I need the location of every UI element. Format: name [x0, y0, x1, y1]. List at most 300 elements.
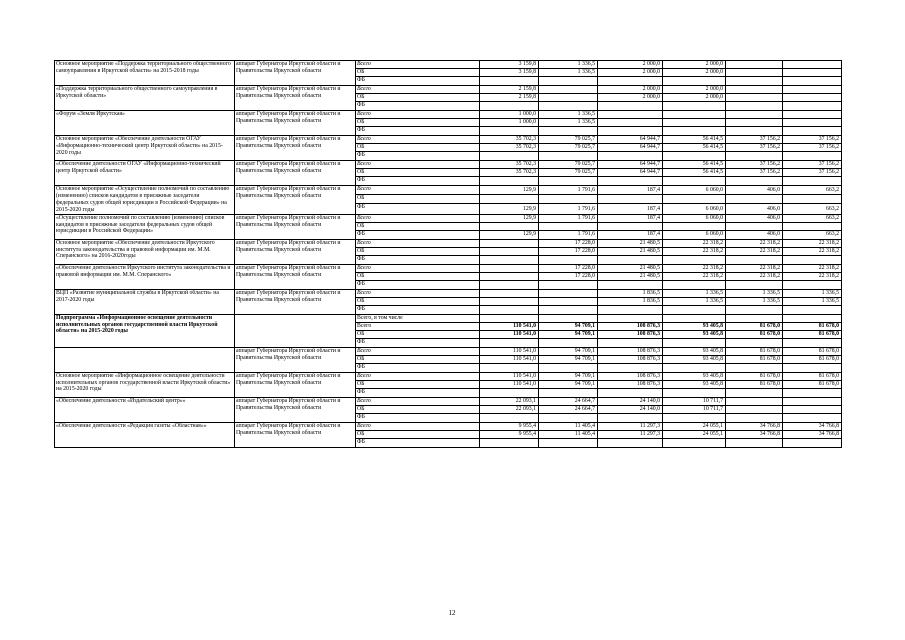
funding-source-cell: ОБ	[356, 169, 480, 177]
funding-source-cell: ФБ	[356, 280, 480, 289]
funding-source-cell: ОБ	[356, 222, 480, 230]
amount-cell: 129,9	[480, 186, 539, 195]
amount-cell	[539, 363, 598, 372]
amount-cell	[539, 438, 598, 447]
amount-cell: 56 414,5	[663, 161, 726, 169]
amount-cell	[783, 61, 842, 69]
funding-source-cell: ФБ	[356, 177, 480, 186]
amount-cell: 1 836,5	[598, 289, 663, 297]
amount-cell	[539, 297, 598, 305]
amount-cell: 24 140,0	[598, 397, 663, 405]
amount-cell: 37 156,2	[783, 136, 842, 144]
amount-cell: 34 766,8	[726, 430, 783, 438]
amount-cell: 2 159,8	[480, 94, 539, 102]
amount-cell	[539, 177, 598, 186]
funding-source-cell: ОБ	[356, 272, 480, 280]
executor-cell: аппарат Губернатора Иркутской области и Правительства Иркутской области	[235, 422, 356, 447]
amount-cell: 406,0	[726, 186, 783, 195]
executor-cell: аппарат Губернатора Иркутской области и Правительства Иркутской области	[235, 397, 356, 422]
page-number: 12	[448, 609, 456, 617]
table-row	[55, 61, 842, 69]
amount-cell	[598, 119, 663, 127]
funding-source-cell: ФБ	[356, 255, 480, 264]
amount-cell: 17 228,0	[539, 239, 598, 247]
executor-cell: аппарат Губернатора Иркутской области и Правительства Иркутской области	[235, 161, 356, 186]
funding-source-cell: Всего	[356, 186, 480, 195]
amount-cell: 81 678,0	[783, 347, 842, 355]
amount-cell: 1 336,5	[539, 69, 598, 77]
funding-source-cell: ОБ	[356, 355, 480, 363]
funding-source-cell: Всего	[356, 214, 480, 222]
funding-source-cell: Всего	[356, 161, 480, 169]
amount-cell: 187,4	[598, 186, 663, 195]
amount-cell: 1 791,6	[539, 214, 598, 222]
amount-cell	[783, 314, 842, 322]
program-name-cell: ВЦП «Развитие муниципальной службы в Иркутской области» на 2017-2020 годы	[55, 289, 235, 314]
amount-cell	[480, 438, 539, 447]
amount-cell: 37 156,2	[783, 144, 842, 152]
amount-cell: 22 318,2	[663, 264, 726, 272]
amount-cell	[598, 413, 663, 422]
funding-source-cell: Всего	[356, 264, 480, 272]
amount-cell: 24 055,1	[663, 430, 726, 438]
amount-cell: 93 405,8	[663, 322, 726, 330]
amount-cell: 187,4	[598, 204, 663, 214]
amount-cell: 2 159,8	[480, 86, 539, 94]
amount-cell: 94 709,1	[539, 347, 598, 355]
amount-cell: 93 405,8	[663, 330, 726, 338]
amount-cell: 64 944,7	[598, 161, 663, 169]
funding-source-cell: Всего	[356, 111, 480, 119]
amount-cell: 94 709,1	[539, 322, 598, 330]
table-row	[55, 186, 842, 195]
amount-cell: 110 541,0	[480, 330, 539, 338]
amount-cell: 94 709,1	[539, 380, 598, 388]
amount-cell: 17 228,0	[539, 272, 598, 280]
amount-cell	[663, 363, 726, 372]
amount-cell	[539, 280, 598, 289]
amount-cell	[726, 314, 783, 322]
table-row	[55, 397, 842, 405]
amount-cell: 81 678,0	[783, 380, 842, 388]
amount-cell: 187,4	[598, 230, 663, 239]
amount-cell: 110 541,0	[480, 355, 539, 363]
program-name-cell: «Осуществление полномочий по составлению (изменению) списков кандидатов в присяжные заседатели федеральных судов общей юрисдикции в Российской Федерации»	[55, 214, 235, 239]
amount-cell: 35 702,3	[480, 169, 539, 177]
amount-cell	[480, 152, 539, 161]
amount-cell: 187,4	[598, 214, 663, 222]
amount-cell	[480, 363, 539, 372]
amount-cell	[663, 338, 726, 347]
amount-cell	[480, 77, 539, 86]
amount-cell: 406,0	[726, 230, 783, 239]
executor-cell: аппарат Губернатора Иркутской области и Правительства Иркутской области	[235, 111, 356, 136]
funding-source-cell: ФБ	[356, 305, 480, 314]
amount-cell	[663, 111, 726, 119]
amount-cell	[598, 363, 663, 372]
amount-cell: 2 000,0	[663, 69, 726, 77]
executor-cell: аппарат Губернатора Иркутской области и Правительства Иркутской области	[235, 214, 356, 239]
amount-cell: 6 060,0	[663, 186, 726, 195]
amount-cell: 11 297,3	[598, 422, 663, 430]
amount-cell	[598, 388, 663, 397]
amount-cell: 1 000,0	[480, 111, 539, 119]
amount-cell	[480, 127, 539, 136]
amount-cell: 37 156,2	[726, 136, 783, 144]
funding-source-cell: ФБ	[356, 102, 480, 111]
amount-cell	[783, 152, 842, 161]
budget-table-sheet	[54, 60, 841, 448]
amount-cell: 1 336,5	[783, 289, 842, 297]
amount-cell: 406,0	[726, 214, 783, 222]
program-name-cell: «Поддержка территориального общественного самоуправления в Иркутской области»	[55, 86, 235, 111]
amount-cell	[726, 222, 783, 230]
amount-cell	[726, 388, 783, 397]
amount-cell	[726, 405, 783, 413]
amount-cell	[480, 297, 539, 305]
program-name-cell: «Форум «Земля Иркутская»	[55, 111, 235, 136]
table-row	[55, 136, 842, 144]
amount-cell	[663, 314, 726, 322]
amount-cell	[726, 195, 783, 204]
amount-cell	[783, 195, 842, 204]
program-name-cell: «Обеспечение деятельности «Издательский центр»»	[55, 397, 235, 422]
table-row	[55, 86, 842, 94]
executor-cell: аппарат Губернатора Иркутской области и Правительства Иркутской области	[235, 136, 356, 161]
amount-cell	[480, 177, 539, 186]
executor-cell: аппарат Губернатора Иркутской области и Правительства Иркутской области	[235, 186, 356, 215]
amount-cell: 37 156,2	[783, 169, 842, 177]
funding-source-cell: Всего	[356, 347, 480, 355]
funding-source-cell: Всего, в том числе	[356, 314, 480, 322]
table-row	[55, 264, 842, 272]
funding-source-cell: Всего	[356, 61, 480, 69]
amount-cell: 56 414,5	[663, 136, 726, 144]
funding-source-cell: ФБ	[356, 204, 480, 214]
amount-cell	[726, 127, 783, 136]
amount-cell	[539, 77, 598, 86]
amount-cell	[480, 314, 539, 322]
funding-source-cell: Всего	[356, 289, 480, 297]
amount-cell: 9 955,4	[480, 430, 539, 438]
amount-cell: 17 228,0	[539, 264, 598, 272]
amount-cell: 81 678,0	[726, 322, 783, 330]
amount-cell	[726, 119, 783, 127]
funding-source-cell: ОБ	[356, 297, 480, 305]
amount-cell: 11 405,4	[539, 430, 598, 438]
amount-cell: 1 836,5	[598, 297, 663, 305]
amount-cell	[663, 195, 726, 204]
program-name-cell	[55, 347, 235, 372]
amount-cell: 2 000,0	[598, 69, 663, 77]
amount-cell: 2 000,0	[663, 61, 726, 69]
amount-cell	[783, 438, 842, 447]
amount-cell	[663, 177, 726, 186]
amount-cell: 81 678,0	[726, 380, 783, 388]
amount-cell: 93 405,8	[663, 380, 726, 388]
amount-cell: 79 025,7	[539, 169, 598, 177]
amount-cell: 1 336,5	[539, 61, 598, 69]
amount-cell: 129,9	[480, 204, 539, 214]
amount-cell	[726, 338, 783, 347]
amount-cell: 79 025,7	[539, 161, 598, 169]
amount-cell: 22 318,2	[726, 264, 783, 272]
amount-cell	[663, 388, 726, 397]
program-name-cell: «Обеспечение деятельности Иркутского института законодательства и правовой информации им. М.М. Сперанского»	[55, 264, 235, 289]
amount-cell: 22 318,2	[726, 239, 783, 247]
amount-cell: 2 000,0	[598, 94, 663, 102]
amount-cell: 108 876,3	[598, 330, 663, 338]
funding-source-cell: Всего	[356, 422, 480, 430]
amount-cell: 11 297,3	[598, 430, 663, 438]
amount-cell: 22 318,2	[783, 272, 842, 280]
amount-cell	[783, 69, 842, 77]
amount-cell: 93 405,8	[663, 372, 726, 380]
amount-cell	[598, 77, 663, 86]
amount-cell: 129,9	[480, 214, 539, 222]
amount-cell: 663,2	[783, 214, 842, 222]
table-row	[55, 347, 842, 355]
amount-cell: 64 944,7	[598, 169, 663, 177]
funding-source-cell: Всего	[356, 397, 480, 405]
amount-cell	[480, 388, 539, 397]
funding-source-cell: ОБ	[356, 195, 480, 204]
amount-cell: 1 791,6	[539, 186, 598, 195]
amount-cell: 56 414,5	[663, 169, 726, 177]
amount-cell	[726, 111, 783, 119]
amount-cell	[539, 289, 598, 297]
amount-cell	[663, 305, 726, 314]
amount-cell: 37 156,2	[783, 161, 842, 169]
funding-source-cell: ОБ	[356, 144, 480, 152]
amount-cell	[726, 61, 783, 69]
amount-cell	[480, 413, 539, 422]
amount-cell: 10 711,7	[663, 405, 726, 413]
amount-cell	[539, 127, 598, 136]
amount-cell	[726, 177, 783, 186]
amount-cell: 64 944,7	[598, 136, 663, 144]
amount-cell: 35 702,3	[480, 161, 539, 169]
amount-cell: 64 944,7	[598, 144, 663, 152]
amount-cell	[598, 111, 663, 119]
amount-cell	[663, 119, 726, 127]
funding-source-cell: ОБ	[356, 405, 480, 413]
amount-cell	[726, 86, 783, 94]
amount-cell: 17 228,0	[539, 247, 598, 255]
amount-cell	[539, 152, 598, 161]
amount-cell	[783, 255, 842, 264]
funding-source-cell: ОБ	[356, 69, 480, 77]
amount-cell: 108 876,3	[598, 372, 663, 380]
funding-source-cell: ОБ	[356, 430, 480, 438]
amount-cell: 79 025,7	[539, 136, 598, 144]
funding-source-cell: ОБ	[356, 380, 480, 388]
amount-cell	[598, 280, 663, 289]
amount-cell: 110 541,0	[480, 322, 539, 330]
amount-cell	[783, 397, 842, 405]
amount-cell: 22 318,2	[783, 239, 842, 247]
amount-cell	[539, 388, 598, 397]
amount-cell	[783, 111, 842, 119]
program-name-cell: Основное мероприятие «Поддержка территориального общественного самоуправления в Иркутской области» на 2015-2018 годы	[55, 61, 235, 86]
table-row	[55, 214, 842, 222]
amount-cell: 81 678,0	[783, 355, 842, 363]
amount-cell	[726, 152, 783, 161]
amount-cell: 22 318,2	[783, 264, 842, 272]
executor-cell: аппарат Губернатора Иркутской области и Правительства Иркутской области	[235, 347, 356, 372]
amount-cell: 663,2	[783, 204, 842, 214]
program-name-cell: Основное мероприятие «Информационное освещение деятельности исполнительных органов государственной власти Иркутской области» на 2015-2020 годы	[55, 372, 235, 397]
amount-cell	[783, 86, 842, 94]
table-row	[55, 111, 842, 119]
funding-source-cell: ФБ	[356, 438, 480, 447]
amount-cell: 406,0	[726, 204, 783, 214]
amount-cell	[480, 305, 539, 314]
amount-cell	[663, 280, 726, 289]
amount-cell	[663, 152, 726, 161]
amount-cell	[783, 94, 842, 102]
amount-cell: 24 140,0	[598, 405, 663, 413]
funding-source-cell: ФБ	[356, 127, 480, 136]
amount-cell: 3 159,8	[480, 69, 539, 77]
program-name-cell: Основное мероприятие «Обеспечение деятельности ОГАУ «Информационно-технический центр Иркутской области» на 2015-2020 годы	[55, 136, 235, 161]
amount-cell	[783, 338, 842, 347]
amount-cell	[663, 438, 726, 447]
amount-cell: 22 318,2	[663, 247, 726, 255]
executor-cell: аппарат Губернатора Иркутской области и Правительства Иркутской области	[235, 289, 356, 314]
amount-cell	[663, 222, 726, 230]
amount-cell: 108 876,3	[598, 380, 663, 388]
amount-cell: 81 678,0	[726, 355, 783, 363]
amount-cell	[726, 280, 783, 289]
executor-cell: аппарат Губернатора Иркутской области и Правительства Иркутской области	[235, 61, 356, 86]
amount-cell: 21 480,5	[598, 272, 663, 280]
table-row	[55, 289, 842, 297]
amount-cell	[726, 363, 783, 372]
amount-cell: 663,2	[783, 230, 842, 239]
amount-cell: 24 055,1	[663, 422, 726, 430]
amount-cell	[598, 152, 663, 161]
amount-cell: 22 318,2	[726, 272, 783, 280]
table-row	[55, 161, 842, 169]
amount-cell	[539, 314, 598, 322]
executor-cell: аппарат Губернатора Иркутской области и Правительства Иркутской области	[235, 372, 356, 397]
amount-cell: 34 766,8	[783, 430, 842, 438]
amount-cell	[480, 272, 539, 280]
amount-cell: 81 678,0	[783, 322, 842, 330]
amount-cell: 108 876,3	[598, 347, 663, 355]
amount-cell: 22 318,2	[663, 272, 726, 280]
amount-cell	[598, 338, 663, 347]
amount-cell: 81 678,0	[726, 372, 783, 380]
amount-cell: 1 336,5	[726, 297, 783, 305]
amount-cell: 22 318,2	[663, 239, 726, 247]
funding-source-cell: Всего	[356, 372, 480, 380]
amount-cell: 22 318,2	[783, 247, 842, 255]
amount-cell	[539, 413, 598, 422]
funding-source-cell: Всего	[356, 136, 480, 144]
executor-cell: аппарат Губернатора Иркутской области и Правительства Иркутской области	[235, 86, 356, 111]
amount-cell	[663, 127, 726, 136]
amount-cell: 1 336,5	[539, 111, 598, 119]
amount-cell	[598, 438, 663, 447]
amount-cell	[726, 77, 783, 86]
amount-cell	[480, 195, 539, 204]
amount-cell: 94 709,1	[539, 355, 598, 363]
amount-cell: 94 709,1	[539, 372, 598, 380]
amount-cell: 3 159,8	[480, 61, 539, 69]
amount-cell: 1 336,5	[663, 297, 726, 305]
amount-cell	[598, 195, 663, 204]
amount-cell: 1 336,5	[663, 289, 726, 297]
executor-cell	[235, 314, 356, 347]
amount-cell	[783, 127, 842, 136]
amount-cell: 110 541,0	[480, 372, 539, 380]
funding-source-cell: ФБ	[356, 413, 480, 422]
amount-cell	[783, 388, 842, 397]
amount-cell: 34 766,8	[783, 422, 842, 430]
amount-cell	[783, 413, 842, 422]
amount-cell	[480, 264, 539, 272]
table-row	[55, 239, 842, 247]
executor-cell: аппарат Губернатора Иркутской области и Правительства Иркутской области	[235, 239, 356, 264]
program-name-cell: Подпрограмма «Информационное освещение деятельности исполнительных органов государственной власти Иркутской области» на 2015-2020 годы	[55, 314, 235, 347]
amount-cell: 81 678,0	[783, 372, 842, 380]
amount-cell: 21 480,5	[598, 239, 663, 247]
amount-cell: 21 480,5	[598, 247, 663, 255]
amount-cell	[663, 77, 726, 86]
amount-cell: 34 766,8	[726, 422, 783, 430]
amount-cell: 2 000,0	[598, 61, 663, 69]
amount-cell	[726, 397, 783, 405]
amount-cell	[726, 255, 783, 264]
amount-cell: 1 336,5	[726, 289, 783, 297]
amount-cell	[480, 239, 539, 247]
table-row	[55, 314, 842, 322]
amount-cell: 108 876,3	[598, 355, 663, 363]
amount-cell	[726, 438, 783, 447]
amount-cell: 35 702,3	[480, 136, 539, 144]
amount-cell	[726, 102, 783, 111]
program-name-cell: «Обеспечение деятельности ОГАУ «Информационно-технический центр Иркутской области»	[55, 161, 235, 186]
amount-cell: 9 955,4	[480, 422, 539, 430]
amount-cell	[598, 222, 663, 230]
amount-cell: 35 702,3	[480, 144, 539, 152]
amount-cell: 6 060,0	[663, 214, 726, 222]
amount-cell	[539, 86, 598, 94]
amount-cell: 56 414,5	[663, 144, 726, 152]
funding-source-cell: ФБ	[356, 363, 480, 372]
funding-source-cell: ФБ	[356, 230, 480, 239]
amount-cell	[783, 305, 842, 314]
table-row	[55, 422, 842, 430]
amount-cell: 81 678,0	[726, 330, 783, 338]
amount-cell	[726, 305, 783, 314]
amount-cell: 10 711,7	[663, 397, 726, 405]
amount-cell: 1 791,6	[539, 230, 598, 239]
amount-cell	[598, 314, 663, 322]
amount-cell	[598, 102, 663, 111]
amount-cell: 37 156,2	[726, 161, 783, 169]
amount-cell: 1 791,6	[539, 204, 598, 214]
program-name-cell: «Обеспечение деятельности «Редакция газеты «Областная»»	[55, 422, 235, 447]
amount-cell: 1 336,5	[539, 119, 598, 127]
funding-source-cell: ОБ	[356, 330, 480, 338]
amount-cell	[598, 177, 663, 186]
program-name-cell: Основное мероприятие «Осуществление полномочий по составлению (изменению) списков кандидатов в присяжные заседатели федеральных судов общей юрисдикции в Российской Федерации» на 2015-2020 годы	[55, 186, 235, 215]
amount-cell	[539, 102, 598, 111]
amount-cell	[598, 255, 663, 264]
